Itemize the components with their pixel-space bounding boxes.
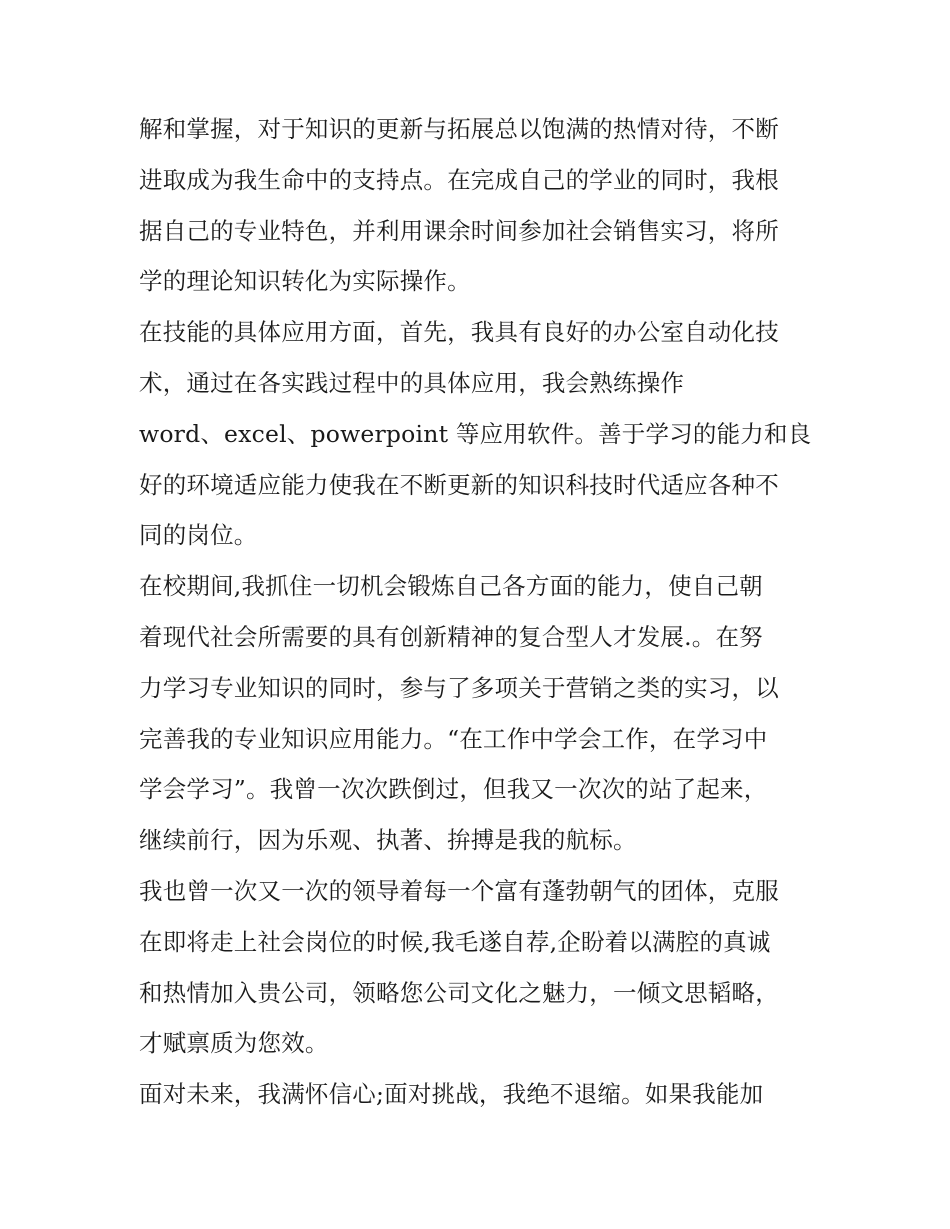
text-line: 学会学习”。我曾一次次跌倒过，但我又一次次的站了起来， xyxy=(139,775,768,804)
text-line: 据自己的专业特色，并利用课余时间参加社会销售实习，将所 xyxy=(139,216,779,245)
text-line: 在技能的具体应用方面，首先，我具有良好的办公室自动化技 xyxy=(139,318,779,347)
text-line: 面对未来，我满怀信心;面对挑战，我绝不退缩。如果我能加 xyxy=(139,1080,764,1109)
text-line: 同的岗位。 xyxy=(139,521,258,550)
document-body xyxy=(139,104,829,1120)
text-line: 进取成为我生命中的支持点。在完成自己的学业的同时，我根 xyxy=(139,165,779,194)
text-line: 和热情加入贵公司，领略您公司文化之魅力，一倾文思韬略， xyxy=(139,978,779,1007)
text-line: 在校期间,我抓住一切机会锻炼自己各方面的能力，使自己朝 xyxy=(139,572,763,601)
text-line: 解和掌握，对于知识的更新与拓展总以饱满的热情对待，不断 xyxy=(139,115,779,143)
text-line: 才赋禀质为您效。 xyxy=(139,1029,329,1058)
text-line: 力学习专业知识的同时，参与了多项关于营销之类的实习，以 xyxy=(139,673,779,702)
text-line: 完善我的专业知识应用能力。“在工作中学会工作，在学习中 xyxy=(139,724,768,753)
text-line: 术，通过在各实践过程中的具体应用，我会熟练操作 xyxy=(139,368,685,397)
text-line: 我也曾一次又一次的领导着每一个富有蓬勃朝气的团体，克服 xyxy=(139,876,779,905)
text-line: 好的环境适应能力使我在不断更新的知识科技时代适应各种不 xyxy=(139,470,779,499)
text-line: 继续前行，因为乐观、执著、拚搏是我的航标。 xyxy=(139,826,637,855)
text-line: 学的理论知识转化为实际操作。 xyxy=(139,267,471,296)
text-line: 着现代社会所需要的具有创新精神的复合型人才发展.。在努 xyxy=(139,622,763,651)
text-line: 在即将走上社会岗位的时候,我毛遂自荐,企盼着以满腔的真诚 xyxy=(139,927,771,956)
text-line: word、excel、powerpoint 等应用软件。善于学习的能力和良 xyxy=(139,419,812,448)
